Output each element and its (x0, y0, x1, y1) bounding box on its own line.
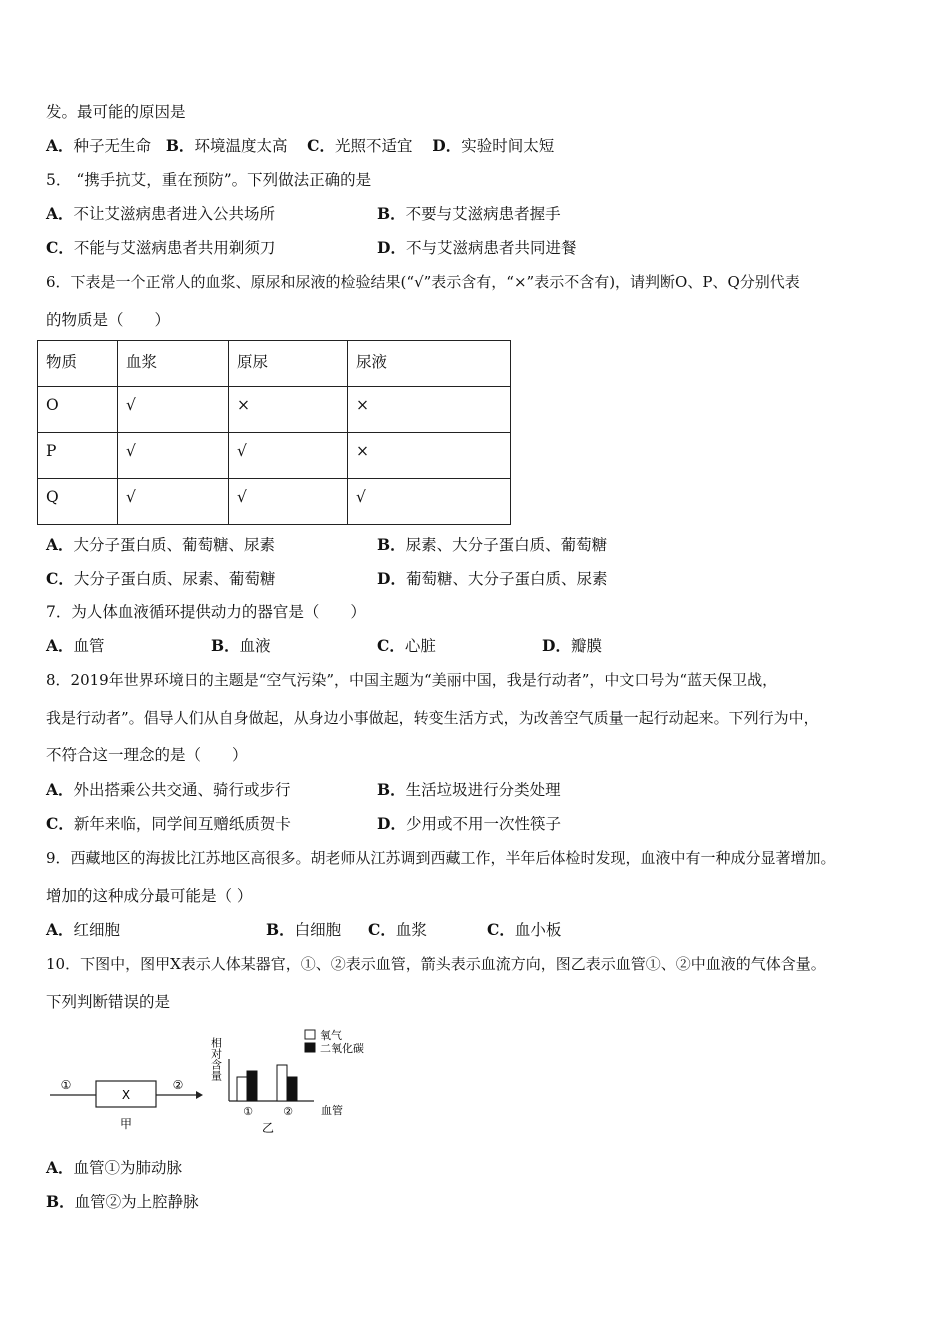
q10-option-b: B．血管②为上腔静脉 (46, 1192, 199, 1211)
q5-option-d: D．不与艾滋病患者共同进餐 (377, 238, 577, 257)
q8-option-a: A．外出搭乘公共交通、骑行或步行 (46, 780, 291, 799)
table-cell: √ (118, 479, 229, 525)
table-cell: √ (229, 433, 348, 479)
x-axis-label: 血管 (321, 1104, 343, 1117)
vessel-2-label: ② (172, 1078, 184, 1092)
bar-group (237, 1065, 297, 1101)
option-letter: C． (307, 136, 336, 155)
legend-swatch-co2 (305, 1043, 315, 1052)
q6-option-b: B．尿素、大分子蛋白质、葡萄糖 (377, 535, 608, 554)
q8-stem-line2: 我是行动者”。倡导人们从自身做起，从身边小事做起，转变生活方式，为改善空气质量一起行动起来。下列行为中， (46, 709, 819, 727)
q8-stem-line1: 8．2019年世界环境日的主题是“空气污染”，中国主题为“美丽中国，我是行动者”，中文口号为“蓝天保卫战， (46, 671, 778, 689)
q7-option-c: C．心脏 (377, 636, 436, 655)
q9-option-a: A．红细胞 (46, 920, 121, 939)
q9-option-c: C．血浆 (368, 920, 427, 939)
organ-x-label: X (121, 1088, 131, 1102)
bar-oxygen-vessel-1 (237, 1077, 247, 1101)
q6-option-d: D．葡萄糖、大分子蛋白质、尿素 (377, 569, 608, 588)
vessel-1-label: ① (60, 1078, 72, 1092)
table-cell: √ (118, 387, 229, 433)
q8-option-d: D．少用或不用一次性筷子 (377, 814, 561, 833)
legend-swatch-oxygen (305, 1030, 315, 1039)
q10-option-a: A．血管①为肺动脉 (46, 1158, 183, 1177)
table-row (38, 387, 511, 433)
q6-stem-line2: 的物质是（ ） (46, 311, 171, 329)
q9-option-c2: C．血小板 (487, 920, 562, 939)
bar-oxygen-vessel-2 (277, 1065, 287, 1101)
q10-figure-jia (46, 1068, 216, 1132)
legend-label-co2: 二氧化碳 (320, 1042, 364, 1055)
q5-stem: 5． “携手抗艾，重在预防”。下列做法正确的是 (46, 171, 372, 189)
q7-option-b: B．血液 (211, 636, 271, 655)
table-cell: × (348, 433, 511, 479)
q7-stem: 7．为人体血液循环提供动力的器官是（ ） (46, 603, 366, 621)
arrow-right-icon (196, 1091, 203, 1099)
q6-table (37, 340, 511, 525)
bar-co2-vessel-2 (287, 1077, 297, 1101)
q4-option-d: 实验时间太短 (461, 137, 555, 155)
table-cell: √ (118, 433, 229, 479)
q4-option-a: 种子无生命 (73, 137, 152, 155)
q9-option-b: B．白细胞 (266, 920, 342, 939)
option-letter: D． (432, 136, 462, 155)
q5-option-a: A．不让艾滋病患者进入公共场所 (46, 204, 276, 223)
table-header-cell: 血浆 (118, 341, 229, 387)
table-row (38, 433, 511, 479)
q4-options (46, 136, 554, 156)
q4-option-c: 光照不适宜 (335, 137, 413, 155)
x-tick-label: ① (243, 1105, 253, 1118)
figure-caption-yi: 乙 (261, 1121, 275, 1135)
figure-caption-jia: 甲 (119, 1117, 133, 1131)
y-axis-label: 相对含量 (209, 1037, 223, 1081)
table-header-cell: 尿液 (348, 341, 511, 387)
table-cell: √ (348, 479, 511, 525)
table-cell: Q (38, 479, 118, 525)
option-letter: B． (165, 136, 195, 155)
q5-option-b: B．不要与艾滋病患者握手 (377, 204, 561, 223)
q10-stem-line1: 10．下图中，图甲X表示人体某器官，①、②表示血管，箭头表示血流方向，图乙表示血管①、②中血液的气体含量。 (46, 955, 826, 973)
table-cell: √ (229, 479, 348, 525)
table-header-cell: 原尿 (229, 341, 348, 387)
q10-stem-line2: 下列判断错误的是 (46, 993, 171, 1011)
q10-figure-yi-chart (206, 1025, 386, 1137)
x-tick-label: ② (283, 1105, 293, 1118)
q6-stem-line1: 6．下表是一个正常人的血浆、原尿和尿液的检验结果(“√”表示含有，“×”表示不含有)，请判断O、P、Q分别代表 (46, 273, 800, 291)
q6-option-c: C．大分子蛋白质、尿素、葡萄糖 (46, 569, 276, 588)
q7-option-a: A．血管 (46, 636, 105, 655)
q7-option-d: D．瓣膜 (542, 636, 602, 655)
table-cell: × (229, 387, 348, 433)
q9-stem-line2: 增加的这种成分最可能是（ ） (46, 887, 253, 905)
q4-option-b: 环境温度太高 (194, 137, 288, 155)
q8-option-b: B．生活垃圾进行分类处理 (377, 780, 561, 799)
q9-stem-line1: 9．西藏地区的海拔比江苏地区高很多。胡老师从江苏调到西藏工作，半年后体检时发现，血液中有一种成分显著增加。 (46, 849, 836, 867)
q8-stem-line3: 不符合这一理念的是（ ） (46, 746, 248, 764)
table-header-row (38, 341, 511, 387)
q4-stem-tail: 发。最可能的原因是 (46, 103, 186, 121)
table-cell: P (38, 433, 118, 479)
table-header-cell: 物质 (38, 341, 118, 387)
q8-option-c: C．新年来临，同学间互赠纸质贺卡 (46, 814, 291, 833)
bar-co2-vessel-1 (247, 1071, 257, 1101)
q5-option-c: C．不能与艾滋病患者共用剃须刀 (46, 238, 276, 257)
table-row (38, 479, 511, 525)
table-cell: × (348, 387, 511, 433)
option-letter: A． (46, 136, 74, 155)
q6-option-a: A．大分子蛋白质、葡萄糖、尿素 (46, 535, 276, 554)
legend-label-oxygen: 氧气 (320, 1029, 342, 1042)
table-cell: O (38, 387, 118, 433)
